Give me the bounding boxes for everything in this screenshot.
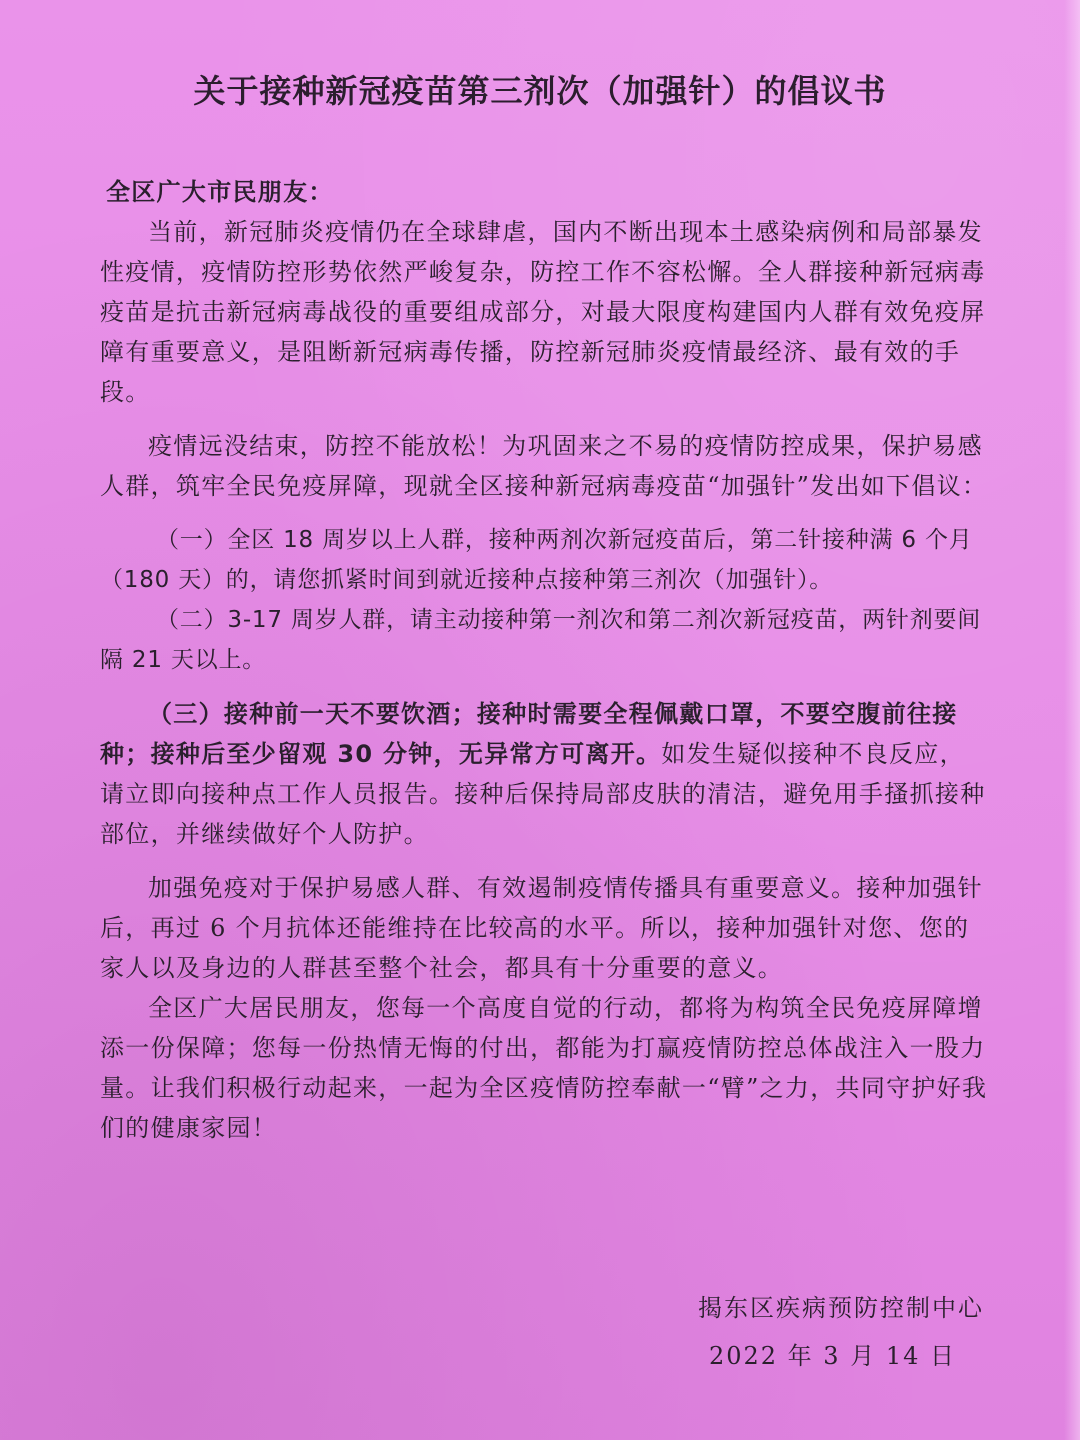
paragraph-call: 疫情远没结束，防控不能放松！为巩固来之不易的疫情防控成果，保护易感人群，筑牢全民免疫屏障，现就全区接种新冠病毒疫苗“加强针”发出如下倡议： (100, 432, 988, 500)
paper-edge (1064, 0, 1080, 1440)
initiative-item-1: （一）全区 18 周岁以上人群，接种两剂次新冠疫苗后，第二针接种满 6 个月（180 天）的，请您抓紧时间到就近接种点接种第三剂次（加强针）。 (100, 527, 973, 593)
salutation: 全区广大市民朋友： (106, 178, 334, 206)
document-body (100, 172, 990, 1148)
paragraph-importance: 加强免疫对于保护易感人群、有效遏制疫情传播具有重要意义。接种加强针后，再过 6 个月抗体还能维持在比较高的水平。所以，接种加强针对您、您的家人以及身边的人群甚至整个社会，都具有十分重要的意义。 (100, 874, 983, 982)
signature-date: 2022 年 3 月 14 日 (708, 1342, 956, 1370)
signature-block (698, 1284, 984, 1380)
paragraph-appeal: 全区广大居民朋友，您每一个高度自觉的行动，都将为构筑全民免疫屏障增添一份保障；您每一份热情无悔的付出，都能为打赢疫情防控总体战注入一股力量。让我们积极行动起来，一起为全区疫情防控奉献一“臂”之力，共同守护好我们的健康家园！ (100, 994, 988, 1142)
initiative-item-2: （二）3-17 周岁人群，请主动接种第一剂次和第二剂次新冠疫苗，两针剂要间隔 21 天以上。 (100, 607, 982, 673)
document-title: 关于接种新冠疫苗第三剂次（加强针）的倡议书 (193, 72, 887, 110)
initiative-item-3-emphasis: （三）接种前一天不要饮酒；接种时需要全程佩戴口罩，不要空腹前往接种；接种后至少留观 30 分钟，无异常方可离开。 (100, 700, 958, 768)
initiative-item-3-rest: 如发生疑似接种不良反应，请立即向接种点工作人员报告。接种后保持局部皮肤的清洁，避免用手搔抓接种部位，并继续做好个人防护。 (100, 740, 986, 848)
paragraph-situation: 当前，新冠肺炎疫情仍在全球肆虐，国内不断出现本土感染病例和局部暴发性疫情，疫情防控形势依然严峻复杂，防控工作不容松懈。全人群接种新冠病毒疫苗是抗击新冠病毒战役的重要组成部分，对最大限度构建国内人群有效免疫屏障有重要意义，是阻断新冠病毒传播，防控新冠肺炎疫情最经济、最有效的手段。 (100, 218, 986, 406)
signature-organization: 揭东区疾病预防控制中心 (698, 1294, 984, 1322)
initiative-item-3 (100, 694, 990, 854)
